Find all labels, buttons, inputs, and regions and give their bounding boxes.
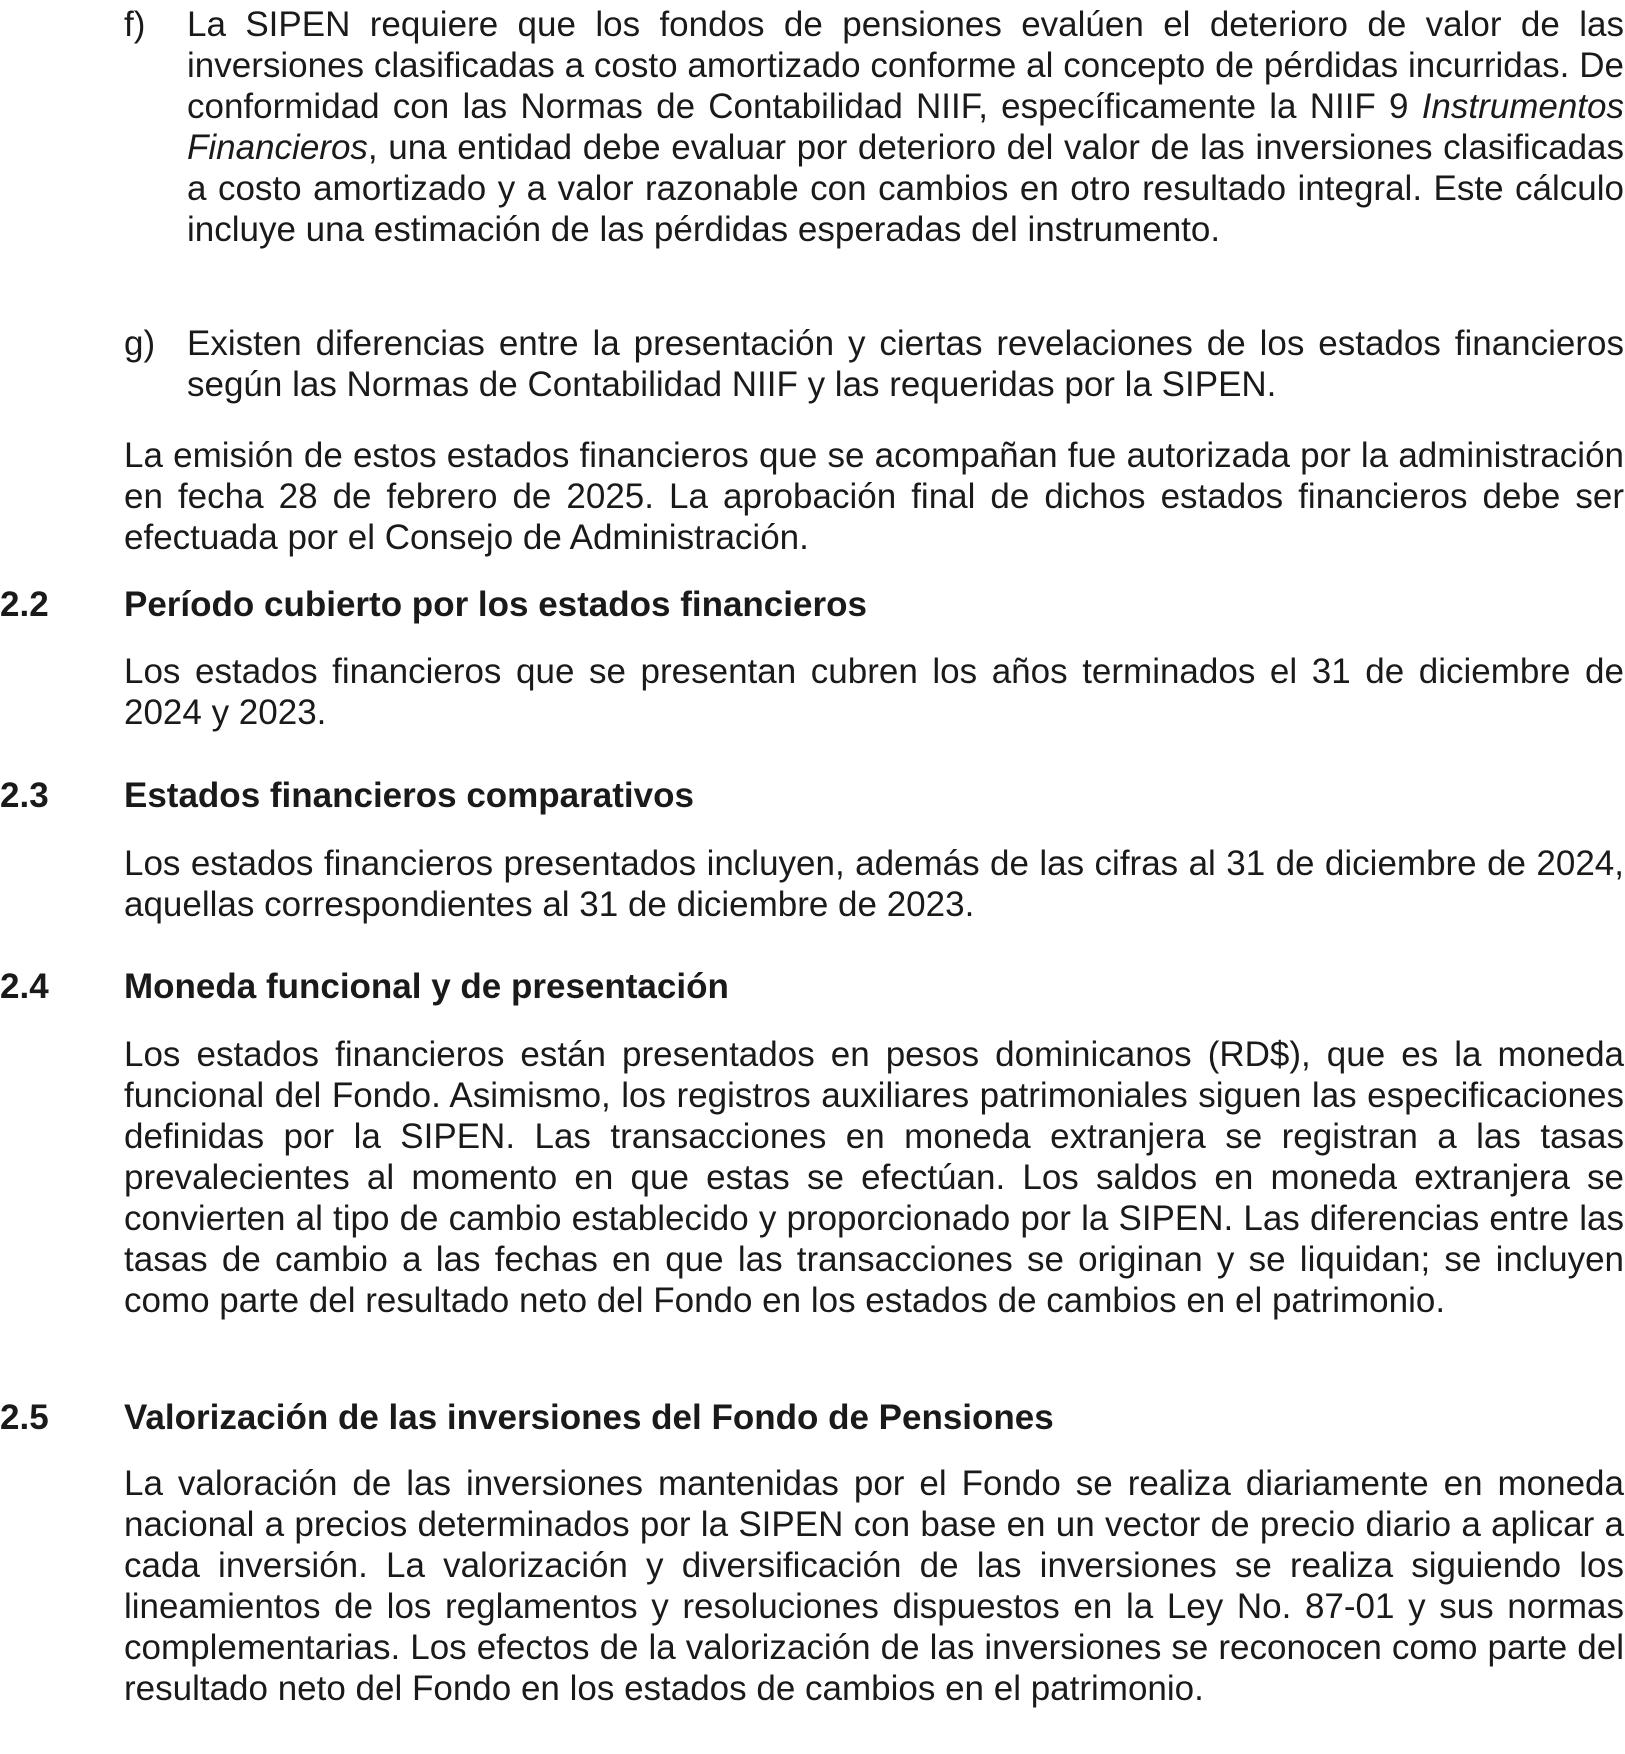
list-marker: g) xyxy=(124,324,156,363)
list-item-f xyxy=(124,4,1624,250)
list-item-text-part: La SIPEN requiere que los fondos de pensiones evalúen el deterioro de valor de las inversiones clasificadas a costo amortizado conforme al concepto de pérdidas incurridas. De conformidad con las Normas de Contabilidad NIIF, específicamente la NIIF 9 xyxy=(187,5,1624,126)
section-body-2-4: Los estados financieros están presentados en pesos dominicanos (RD$), que es la moneda funcional del Fondo. Asimismo, los registros auxiliares patrimoniales siguen las especificaciones definidas por la SIPEN. Las transacciones en moneda extranjera se registran a las tasas prevalecientes al momento en que estas se efectúan. Los saldos en moneda extranjera se convierten al tipo de cambio establecido y proporcionado por la SIPEN. Las diferencias entre las tasas de cambio a las fechas en que las transacciones se originan y se liquidan; se incluyen como parte del resultado neto del Fondo en los estados de cambios en el patrimonio. xyxy=(124,1035,1624,1320)
section-body-2-5: La valoración de las inversiones mantenidas por el Fondo se realiza diariamente en moneda nacional a precios determinados por la SIPEN con base en un vector de precio diario a aplicar a cada inversión. La valorización y diversificación de las inversiones se realiza siguiendo los lineamientos de los reglamentos y resoluciones dispuestos en la Ley No. 87-01 y sus normas complementarias. Los efectos de la valorización de las inversiones se reconocen como parte del resultado neto del Fondo en los estados de cambios en el patrimonio. xyxy=(124,1464,1624,1708)
authorization-paragraph: La emisión de estos estados financieros que se acompañan fue autorizada por la administración en fecha 28 de febrero de 2025. La aprobación final de dichos estados financieros debe ser efectuada por el Consejo de Administración. xyxy=(124,436,1624,557)
section-number: 2.3 xyxy=(0,776,49,815)
list-item-text xyxy=(187,4,1624,250)
list-marker: f) xyxy=(124,5,146,44)
section-number: 2.5 xyxy=(0,1398,49,1437)
section-number: 2.2 xyxy=(0,585,49,624)
section-title: Período cubierto por los estados financieros xyxy=(124,585,867,624)
list-item-g xyxy=(124,323,1624,405)
italic-term: Instrumentos Financieros xyxy=(187,87,1624,167)
section-number: 2.4 xyxy=(0,967,49,1006)
section-title: Estados financieros comparativos xyxy=(124,776,694,815)
section-title: Valorización de las inversiones del Fondo de Pensiones xyxy=(124,1398,1054,1437)
section-body-2-2: Los estados financieros que se presentan cubren los años terminados el 31 de diciembre de 2024 y 2023. xyxy=(124,652,1624,732)
list-item-text: Existen diferencias entre la presentación y ciertas revelaciones de los estados financieros según las Normas de Contabilidad NIIF y las requeridas por la SIPEN. xyxy=(187,324,1624,404)
list-item-text-part: , una entidad debe evaluar por deterioro del valor de las inversiones clasificadas a costo amortizado y a valor razonable con cambios en otro resultado integral. Este cálculo incluye una estimación de las pérdidas esperadas del instrumento. xyxy=(187,128,1624,249)
section-body-2-3: Los estados financieros presentados incluyen, además de las cifras al 31 de diciembre de 2024, aquellas correspondientes al 31 de diciembre de 2023. xyxy=(124,844,1624,924)
section-title: Moneda funcional y de presentación xyxy=(124,967,729,1006)
